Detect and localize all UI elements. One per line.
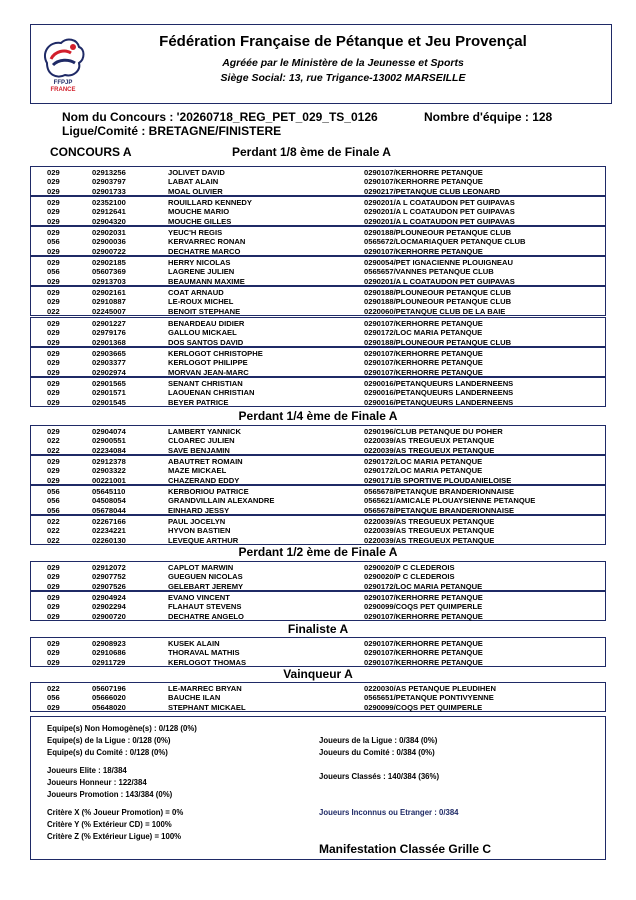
player-row xyxy=(31,247,605,256)
player-row xyxy=(31,228,605,237)
player-club: 0290201/A L COATAUDON PET GUIPAVAS xyxy=(364,207,515,217)
player-name: GRANDVILLAIN ALEXANDRE xyxy=(168,496,275,506)
player-row xyxy=(31,319,605,328)
player-licence: 02913256 xyxy=(92,168,126,177)
player-row xyxy=(31,703,605,712)
player-row xyxy=(31,237,605,246)
player-licence: 02913703 xyxy=(92,276,126,286)
player-row xyxy=(31,496,605,505)
player-name: MOUCHE GILLES xyxy=(168,216,232,226)
player-league: 056 xyxy=(47,496,60,506)
player-club: 0290107/KERHORRE PETANQUE xyxy=(364,639,483,648)
player-league: 029 xyxy=(47,593,60,602)
player-club: 0220039/AS TREGUEUX PETANQUE xyxy=(364,517,495,526)
concours-label: CONCOURS A xyxy=(50,145,132,159)
player-licence: 02911729 xyxy=(92,657,126,667)
player-licence: 02267166 xyxy=(92,517,126,526)
stat-critere-z: Critère Z (% Extérieur Ligue) = 100% xyxy=(47,832,182,841)
player-name: EVANO VINCENT xyxy=(168,593,230,602)
stat-critere-y: Critère Y (% Extérieur CD) = 100% xyxy=(47,820,172,829)
team-block xyxy=(30,591,606,621)
stat-classes: Joueurs Classés : 140/384 (36%) xyxy=(319,772,440,781)
player-licence: 02979176 xyxy=(92,328,126,338)
player-club: 0290107/KERHORRE PETANQUE xyxy=(364,319,483,328)
player-name: DECHATRE MARCO xyxy=(168,246,241,256)
player-licence: 02900722 xyxy=(92,246,126,256)
player-club: 0290099/COQS PET QUIMPERLE xyxy=(364,602,483,612)
player-row xyxy=(31,457,605,466)
player-row xyxy=(31,187,605,196)
player-row xyxy=(31,258,605,267)
player-club: 0290188/PLOUNEOUR PETANQUE CLUB xyxy=(364,288,512,297)
player-name: BENARDEAU DIDIER xyxy=(168,319,245,328)
stat-inconnus: Joueurs Inconnus ou Etranger : 0/384 xyxy=(319,808,459,817)
player-name: ROUILLARD KENNEDY xyxy=(168,198,252,207)
player-licence: 05645110 xyxy=(92,487,126,496)
player-name: COAT ARNAUD xyxy=(168,288,224,297)
player-row xyxy=(31,217,605,226)
player-name: GUEGUEN NICOLAS xyxy=(168,572,243,582)
player-club: 0220030/AS PETANQUE PLEUDIHEN xyxy=(364,684,496,693)
league-committee: Ligue/Comité : BRETAGNE/FINISTERE xyxy=(62,124,282,138)
player-row xyxy=(31,639,605,648)
player-row xyxy=(31,168,605,177)
player-name: FLAHAUT STEVENS xyxy=(168,602,242,612)
player-club: 0565672/LOCMARIAQUER PETANQUE CLUB xyxy=(364,237,526,247)
player-row xyxy=(31,338,605,347)
player-league: 029 xyxy=(47,466,60,476)
team-block xyxy=(30,485,606,515)
federation-subtitle: Agréée par le Ministère de la Jeunesse et Sports xyxy=(222,57,464,69)
player-club: 0290201/A L COATAUDON PET GUIPAVAS xyxy=(364,276,515,286)
team-block xyxy=(30,317,606,347)
player-name: SENANT CHRISTIAN xyxy=(168,379,243,388)
player-league: 056 xyxy=(47,237,60,247)
player-club: 0220039/AS TREGUEUX PETANQUE xyxy=(364,526,495,536)
player-club: 0290172/LOC MARIA PETANQUE xyxy=(364,457,483,466)
player-league: 022 xyxy=(47,445,60,455)
player-name: DOS SANTOS DAVID xyxy=(168,337,244,347)
player-name: KERLOGOT CHRISTOPHE xyxy=(168,349,263,358)
player-name: MOUCHE MARIO xyxy=(168,207,230,217)
stat-equipe-ligue: Equipe(s) de la Ligue : 0/128 (0%) xyxy=(47,736,171,745)
player-row xyxy=(31,593,605,602)
player-licence: 02908923 xyxy=(92,639,126,648)
player-club: 0220060/PETANQUE CLUB DE LA BAIE xyxy=(364,306,506,316)
player-league: 029 xyxy=(47,337,60,347)
player-licence: 02234221 xyxy=(92,526,126,536)
player-league: 029 xyxy=(47,639,60,648)
team-block xyxy=(30,196,606,226)
player-licence: 05666020 xyxy=(92,693,126,703)
player-league: 029 xyxy=(47,602,60,612)
player-licence: 02245007 xyxy=(92,306,126,316)
player-name: HYVON BASTIEN xyxy=(168,526,231,536)
player-league: 056 xyxy=(47,505,60,515)
player-club: 0290020/P C CLEDEROIS xyxy=(364,572,455,582)
player-club: 0290020/P C CLEDEROIS xyxy=(364,563,455,572)
player-club: 0290188/PLOUNEOUR PETANQUE CLUB xyxy=(364,337,512,347)
player-league: 029 xyxy=(47,397,60,407)
section-title: Perdant 1/4 ème de Finale A xyxy=(238,409,398,423)
stat-joueurs-comite: Joueurs du Comité : 0/384 (0%) xyxy=(319,748,435,757)
player-league: 029 xyxy=(47,228,60,237)
player-row xyxy=(31,517,605,526)
player-club: 0290172/LOC MARIA PETANQUE xyxy=(364,581,483,591)
player-name: JOLIVET DAVID xyxy=(168,168,225,177)
player-name: KERLOGOT THOMAS xyxy=(168,657,247,667)
player-row xyxy=(31,288,605,297)
stat-non-homogene: Equipe(s) Non Homogène(s) : 0/128 (0%) xyxy=(47,724,197,733)
player-club: 0290107/KERHORRE PETANQUE xyxy=(364,168,483,177)
player-licence: 02902974 xyxy=(92,367,126,377)
player-club: 0290201/A L COATAUDON PET GUIPAVAS xyxy=(364,216,515,226)
player-name: MAZE MICKAEL xyxy=(168,466,227,476)
player-row xyxy=(31,693,605,702)
player-name: MORVAN JEAN-MARC xyxy=(168,367,249,377)
player-row xyxy=(31,379,605,388)
player-league: 056 xyxy=(47,693,60,703)
contest-name: Nom du Concours : '20260718_REG_PET_029_TS_0126 xyxy=(62,110,378,124)
player-licence: 02901565 xyxy=(92,379,126,388)
player-licence: 02903322 xyxy=(92,466,126,476)
player-licence: 05607369 xyxy=(92,267,126,277)
logo-country: FRANCE xyxy=(50,87,76,93)
player-row xyxy=(31,277,605,286)
player-row xyxy=(31,307,605,316)
player-licence: 02234084 xyxy=(92,445,126,455)
player-row xyxy=(31,349,605,358)
player-row xyxy=(31,506,605,515)
player-name: STEPHANT MICKAEL xyxy=(168,702,246,712)
player-row xyxy=(31,358,605,367)
player-league: 029 xyxy=(47,258,60,267)
player-league: 029 xyxy=(47,186,60,196)
player-league: 022 xyxy=(47,306,60,316)
player-row xyxy=(31,658,605,667)
player-row xyxy=(31,466,605,475)
player-league: 029 xyxy=(47,216,60,226)
player-club: 0565678/PETANQUE BRANDERIONNAISE xyxy=(364,487,515,496)
player-club: 0565657/VANNES PETANQUE CLUB xyxy=(364,267,494,277)
player-licence: 02903377 xyxy=(92,358,126,368)
player-name: KERLOGOT PHILIPPE xyxy=(168,358,248,368)
player-licence: 02903665 xyxy=(92,349,126,358)
player-row xyxy=(31,177,605,186)
player-name: LE-MARREC BRYAN xyxy=(168,684,242,693)
player-league: 029 xyxy=(47,457,60,466)
player-league: 022 xyxy=(47,535,60,545)
player-licence: 02902031 xyxy=(92,228,126,237)
player-name: LABAT ALAIN xyxy=(168,177,219,187)
federation-title: Fédération Française de Pétanque et Jeu Provençal xyxy=(159,33,527,50)
player-licence: 05678044 xyxy=(92,505,126,515)
player-name: KERBORIOU PATRICE xyxy=(168,487,249,496)
player-league: 029 xyxy=(47,246,60,256)
player-club: 0220039/AS TREGUEUX PETANQUE xyxy=(364,436,495,446)
player-row xyxy=(31,388,605,397)
player-name: CLOAREC JULIEN xyxy=(168,436,235,446)
player-licence: 02910686 xyxy=(92,648,126,658)
player-row xyxy=(31,684,605,693)
player-row xyxy=(31,398,605,407)
player-league: 029 xyxy=(47,388,60,398)
federation-seat: Siège Social: 13, rue Trigance-13002 MARSEILLE xyxy=(220,72,466,84)
player-club: 0565678/PETANQUE BRANDERIONNAISE xyxy=(364,505,515,515)
player-row xyxy=(31,602,605,611)
player-league: 022 xyxy=(47,526,60,536)
player-name: LEVEQUE ARTHUR xyxy=(168,535,239,545)
player-club: 0290107/KERHORRE PETANQUE xyxy=(364,177,483,187)
player-name: EINHARD JESSY xyxy=(168,505,230,515)
player-row xyxy=(31,436,605,445)
section-title: Vainqueur A xyxy=(283,667,353,681)
player-licence: 02910887 xyxy=(92,297,126,307)
player-club: 0290016/PETANQUEURS LANDERNEENS xyxy=(364,379,514,388)
player-league: 029 xyxy=(47,367,60,377)
team-count: Nombre d'équipe : 128 xyxy=(424,110,553,124)
player-league: 056 xyxy=(47,267,60,277)
player-club: 0290196/CLUB PETANQUE DU POHER xyxy=(364,427,503,436)
player-club: 0220039/AS TREGUEUX PETANQUE xyxy=(364,445,495,455)
player-league: 056 xyxy=(47,487,60,496)
player-league: 029 xyxy=(47,581,60,591)
player-row xyxy=(31,198,605,207)
player-name: CAPLOT MARWIN xyxy=(168,563,234,572)
stat-critere-x: Critère X (% Joueur Promotion) = 0% xyxy=(47,808,184,817)
team-block xyxy=(30,515,606,545)
team-block xyxy=(30,256,606,286)
player-licence: 02912641 xyxy=(92,207,126,217)
player-league: 029 xyxy=(47,427,60,436)
player-club: 0290107/KERHORRE PETANQUE xyxy=(364,648,483,658)
player-row xyxy=(31,612,605,621)
team-block xyxy=(30,286,606,316)
player-club: 0220039/AS TREGUEUX PETANQUE xyxy=(364,535,495,545)
player-row xyxy=(31,427,605,436)
player-licence: 05648020 xyxy=(92,702,126,712)
player-name: GALLOU MICKAEL xyxy=(168,328,237,338)
player-league: 029 xyxy=(47,297,60,307)
team-block xyxy=(30,166,606,196)
player-club: 0290099/COQS PET QUIMPERLE xyxy=(364,702,483,712)
player-club: 0290107/KERHORRE PETANQUE xyxy=(364,593,483,602)
statistics-box xyxy=(30,716,606,860)
player-licence: 02904074 xyxy=(92,427,126,436)
player-row xyxy=(31,572,605,581)
stat-elite: Joueurs Elite : 18/384 xyxy=(47,766,127,775)
player-club: 0565621/AMICALE PLOUAYSIENNE PETANQUE xyxy=(364,496,536,506)
player-league: 029 xyxy=(47,611,60,621)
team-block xyxy=(30,637,606,667)
player-row xyxy=(31,563,605,572)
player-name: BENOIT STEPHANE xyxy=(168,306,241,316)
stat-promotion: Joueurs Promotion : 143/384 (0%) xyxy=(47,790,173,799)
player-league: 029 xyxy=(47,319,60,328)
player-league: 022 xyxy=(47,436,60,446)
player-league: 029 xyxy=(47,563,60,572)
player-club: 0290054/PET IGNACIENNE PLOUIGNEAU xyxy=(364,258,513,267)
player-licence: 05607196 xyxy=(92,684,126,693)
team-block xyxy=(30,347,606,377)
player-league: 029 xyxy=(47,358,60,368)
player-club: 0290107/KERHORRE PETANQUE xyxy=(364,349,483,358)
player-licence: 02902161 xyxy=(92,288,126,297)
player-licence: 02912378 xyxy=(92,457,126,466)
player-licence: 02901733 xyxy=(92,186,126,196)
player-licence: 02907752 xyxy=(92,572,126,582)
player-club: 0290107/KERHORRE PETANQUE xyxy=(364,657,483,667)
player-licence: 02901571 xyxy=(92,388,126,398)
player-licence: 02904320 xyxy=(92,216,126,226)
player-name: LAOUENAN CHRISTIAN xyxy=(168,388,255,398)
player-league: 029 xyxy=(47,207,60,217)
player-league: 029 xyxy=(47,349,60,358)
federation-header xyxy=(30,24,612,104)
team-block xyxy=(30,455,606,485)
player-licence: 02903797 xyxy=(92,177,126,187)
player-licence: 02901545 xyxy=(92,397,126,407)
player-league: 029 xyxy=(47,657,60,667)
player-licence: 02260130 xyxy=(92,535,126,545)
player-league: 029 xyxy=(47,648,60,658)
player-name: BEYER PATRICE xyxy=(168,397,229,407)
stat-joueurs-ligue: Joueurs de la Ligue : 0/384 (0%) xyxy=(319,736,438,745)
player-league: 029 xyxy=(47,328,60,338)
player-row xyxy=(31,328,605,337)
player-league: 029 xyxy=(47,276,60,286)
player-league: 029 xyxy=(47,288,60,297)
player-name: SAVE BENJAMIN xyxy=(168,445,230,455)
stat-honneur: Joueurs Honneur : 122/384 xyxy=(47,778,147,787)
team-block xyxy=(30,682,606,712)
player-licence: 02352100 xyxy=(92,198,126,207)
player-licence: 00221001 xyxy=(92,475,126,485)
player-name: KUSEK ALAIN xyxy=(168,639,220,648)
section-title: Perdant 1/2 ème de Finale A xyxy=(238,545,398,559)
player-club: 0290172/LOC MARIA PETANQUE xyxy=(364,466,483,476)
player-name: LAGRENE JULIEN xyxy=(168,267,235,277)
team-block xyxy=(30,561,606,591)
stat-equipe-comite: Equipe(s) du Comité : 0/128 (0%) xyxy=(47,748,168,757)
player-licence: 02912072 xyxy=(92,563,126,572)
player-licence: 04508054 xyxy=(92,496,126,506)
team-block xyxy=(30,226,606,256)
player-name: BEAUMANN MAXIME xyxy=(168,276,245,286)
player-club: 0290107/KERHORRE PETANQUE xyxy=(364,358,483,368)
player-row xyxy=(31,446,605,455)
player-name: KERVARREC RONAN xyxy=(168,237,246,247)
player-club: 0290016/PETANQUEURS LANDERNEENS xyxy=(364,397,514,407)
player-club: 0290217/PETANQUE CLUB LEONARD xyxy=(364,186,501,196)
player-club: 0290107/KERHORRE PETANQUE xyxy=(364,611,483,621)
player-licence: 02900720 xyxy=(92,611,126,621)
player-name: GELEBART JEREMY xyxy=(168,581,244,591)
player-name: PAUL JOCELYN xyxy=(168,517,226,526)
player-row xyxy=(31,648,605,657)
player-row xyxy=(31,267,605,276)
player-league: 029 xyxy=(47,572,60,582)
player-name: HERRY NICOLAS xyxy=(168,258,231,267)
team-block xyxy=(30,377,606,407)
player-name: BAUCHE ILAN xyxy=(168,693,221,703)
player-club: 0290201/A L COATAUDON PET GUIPAVAS xyxy=(364,198,515,207)
player-row xyxy=(31,207,605,216)
player-league: 029 xyxy=(47,379,60,388)
player-club: 0290016/PETANQUEURS LANDERNEENS xyxy=(364,388,514,398)
player-row xyxy=(31,487,605,496)
player-row xyxy=(31,297,605,306)
player-league: 022 xyxy=(47,684,60,693)
player-row xyxy=(31,582,605,591)
player-licence: 02902185 xyxy=(92,258,126,267)
player-row xyxy=(31,526,605,535)
player-licence: 02902294 xyxy=(92,602,126,612)
player-name: ABAUTRET ROMAIN xyxy=(168,457,243,466)
player-licence: 02900036 xyxy=(92,237,126,247)
player-row xyxy=(31,536,605,545)
player-licence: 02900551 xyxy=(92,436,126,446)
player-league: 029 xyxy=(47,168,60,177)
section-title: Finaliste A xyxy=(287,622,349,636)
player-name: LE-ROUX MICHEL xyxy=(168,297,234,307)
player-name: THORAVAL MATHIS xyxy=(168,648,240,658)
player-club: 0290107/KERHORRE PETANQUE xyxy=(364,367,483,377)
player-name: DECHATRE ANGELO xyxy=(168,611,244,621)
player-name: YEUC'H REGIS xyxy=(168,228,223,237)
player-league: 029 xyxy=(47,177,60,187)
manifestation-class: Manifestation Classée Grille C xyxy=(319,842,492,856)
player-licence: 02901368 xyxy=(92,337,126,347)
player-club: 0290188/PLOUNEOUR PETANQUE CLUB xyxy=(364,297,512,307)
player-club: 0290172/LOC MARIA PETANQUE xyxy=(364,328,483,338)
player-name: MOAL OLIVIER xyxy=(168,186,223,196)
player-club: 0290107/KERHORRE PETANQUE xyxy=(364,246,483,256)
logo-acronym: FFPJP xyxy=(53,80,73,86)
team-block xyxy=(30,425,606,455)
player-league: 029 xyxy=(47,198,60,207)
player-licence: 02904924 xyxy=(92,593,126,602)
player-licence: 02907526 xyxy=(92,581,126,591)
player-name: LAMBERT YANNICK xyxy=(168,427,241,436)
player-league: 029 xyxy=(47,475,60,485)
player-row xyxy=(31,368,605,377)
player-club: 0290171/B SPORTIVE PLOUDANIELOISE xyxy=(364,475,512,485)
player-league: 022 xyxy=(47,517,60,526)
player-licence: 02901227 xyxy=(92,319,126,328)
player-club: 0290188/PLOUNEOUR PETANQUE CLUB xyxy=(364,228,512,237)
player-name: CHAZERAND EDDY xyxy=(168,475,240,485)
section-title: Perdant 1/8 ème de Finale A xyxy=(232,145,391,159)
player-league: 029 xyxy=(47,702,60,712)
player-club: 0565651/PETANQUE PONTIVYENNE xyxy=(364,693,494,703)
player-row xyxy=(31,476,605,485)
